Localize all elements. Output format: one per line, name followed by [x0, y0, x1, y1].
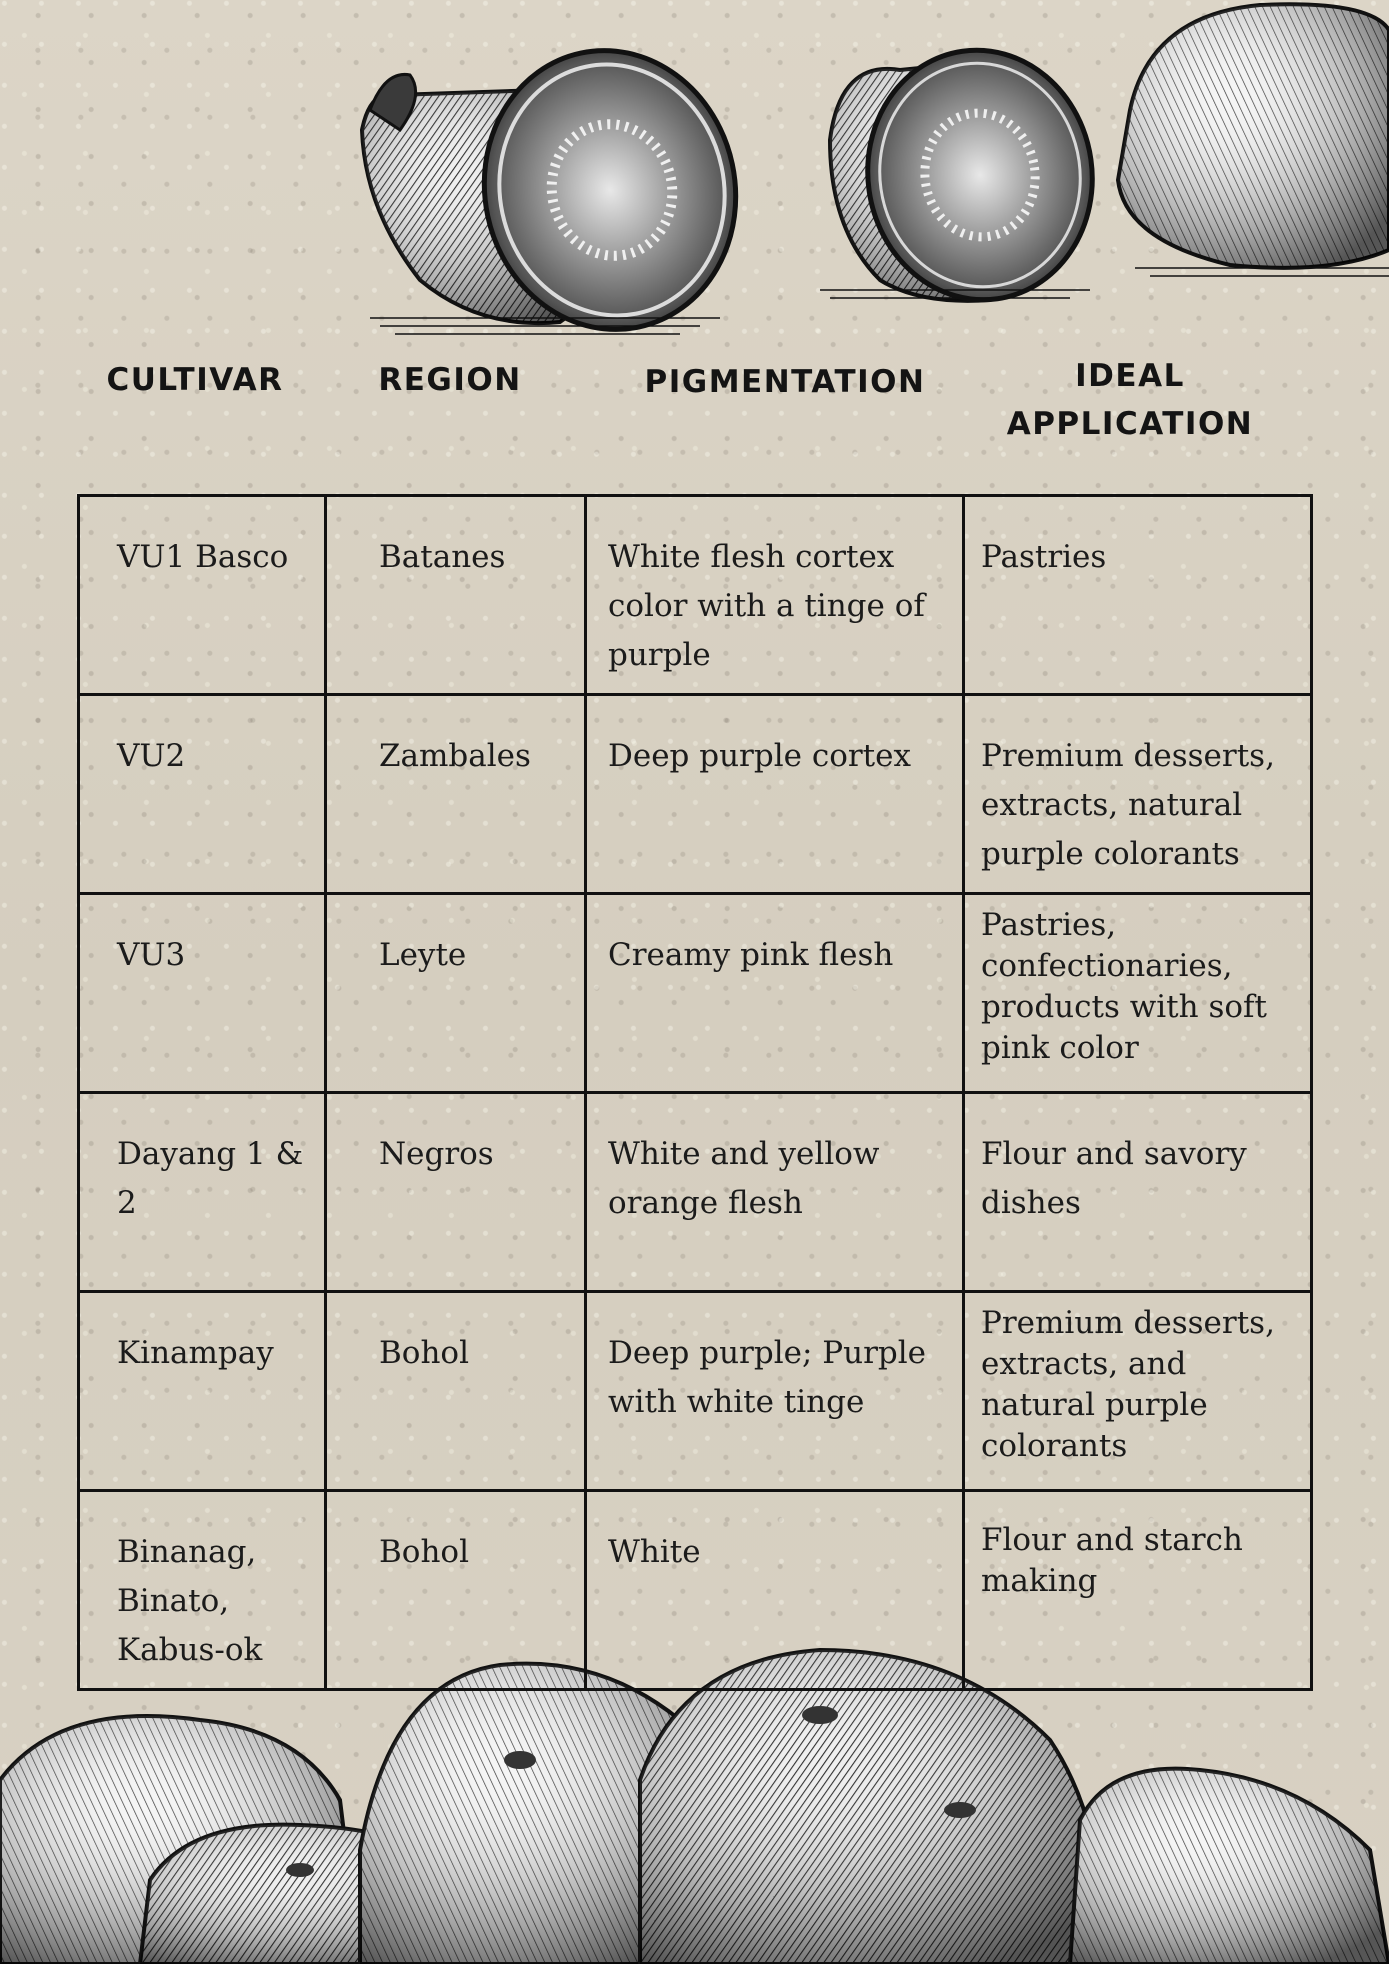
cell-region: Bohol	[326, 1491, 586, 1690]
cell-region: Negros	[326, 1093, 586, 1292]
cell-application: Pastries, confectionaries, products with soft pink color	[964, 894, 1312, 1093]
cultivar-table	[77, 494, 1313, 1691]
header-pigmentation: PIGMENTATION	[644, 364, 926, 400]
cell-pigmentation: White flesh cortex color with a tinge of purple	[586, 496, 964, 695]
cell-pigmentation: Deep purple cortex	[586, 695, 964, 894]
cell-cultivar: Dayang 1 & 2	[79, 1093, 326, 1292]
table-row	[79, 1292, 1312, 1491]
cell-application: Flour and starch making	[964, 1491, 1312, 1690]
table-row	[79, 894, 1312, 1093]
table-row	[79, 695, 1312, 894]
cell-region: Bohol	[326, 1292, 586, 1491]
header-region: REGION	[378, 362, 522, 398]
cell-application: Pastries	[964, 496, 1312, 695]
cell-cultivar: Kinampay	[79, 1292, 326, 1491]
halved-tuber-illustration	[362, 27, 761, 353]
header-ideal-application: IDEAL APPLICATION	[1006, 358, 1254, 442]
header-cultivar: CULTIVAR	[106, 362, 284, 398]
cell-pigmentation: White and yellow orange flesh	[586, 1093, 964, 1292]
cell-cultivar: Binanag, Binato, Kabus-ok	[79, 1491, 326, 1690]
cell-cultivar: VU2	[79, 695, 326, 894]
cell-region: Leyte	[326, 894, 586, 1093]
cell-pigmentation: Creamy pink flesh	[586, 894, 964, 1093]
cell-application: Premium desserts, extracts, and natural purple colorants	[964, 1292, 1312, 1491]
cell-application: Flour and savory dishes	[964, 1093, 1312, 1292]
table-row	[79, 1093, 1312, 1292]
cell-pigmentation: Deep purple; Purple with white tinge	[586, 1292, 964, 1491]
whole-tuber-illustration	[1118, 4, 1389, 276]
table-row	[79, 1491, 1312, 1690]
cell-pigmentation: White	[586, 1491, 964, 1690]
cell-cultivar: VU1 Basco	[79, 496, 326, 695]
pile-of-tubers-illustration	[0, 1650, 1389, 1964]
table-row	[79, 496, 1312, 695]
cell-application: Premium desserts, extracts, natural purple colorants	[964, 695, 1312, 894]
cell-region: Batanes	[326, 496, 586, 695]
halved-tuber-illustration	[820, 36, 1108, 315]
cell-region: Zambales	[326, 695, 586, 894]
cell-cultivar: VU3	[79, 894, 326, 1093]
